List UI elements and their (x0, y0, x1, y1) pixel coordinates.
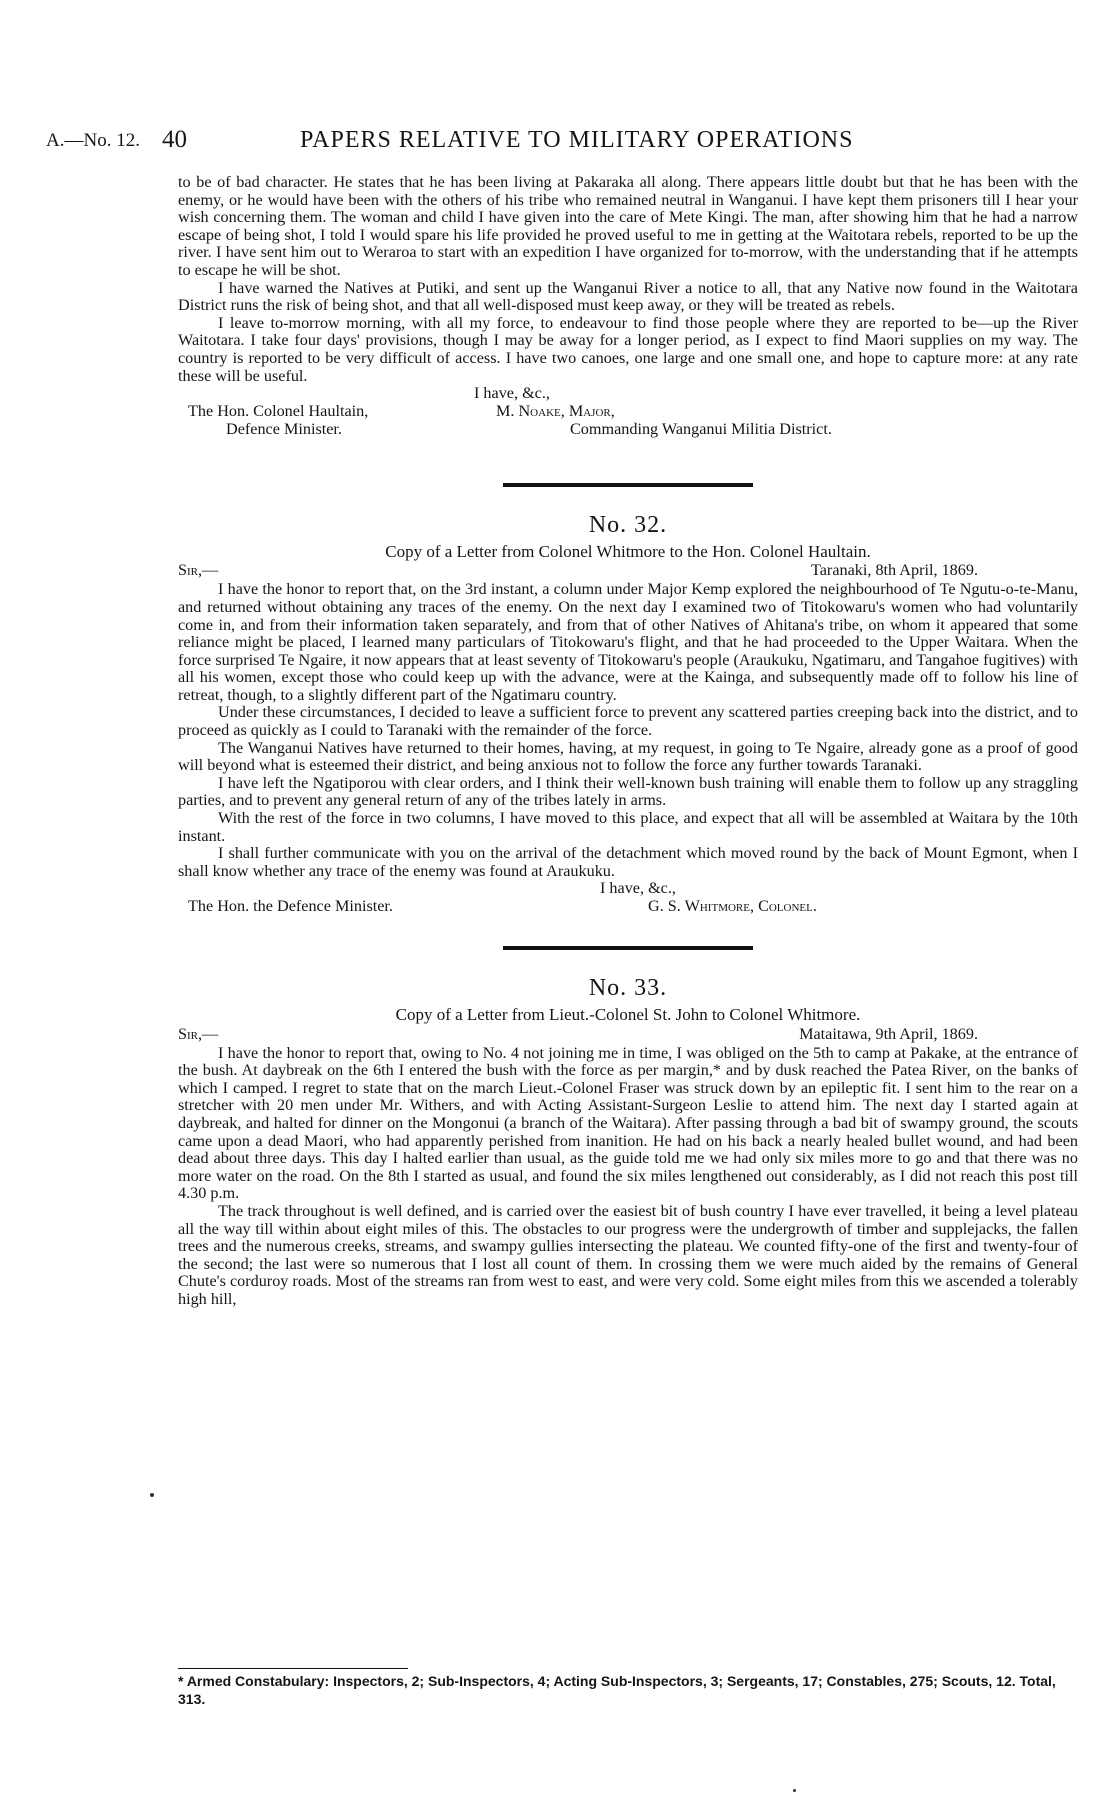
page-mark (793, 1789, 796, 1792)
signer: M. Noake, Major, (496, 402, 615, 421)
letter-31-continued (178, 174, 1078, 455)
signer-title: Commanding Wanganui Militia District. (570, 420, 832, 439)
salutation: Sir,— (178, 561, 219, 580)
section-divider (503, 483, 753, 487)
addressee: The Hon. the Defence Minister. (188, 897, 393, 916)
letter-number: No. 32. (588, 512, 668, 539)
page-number: 40 (162, 126, 187, 153)
paragraph: I have the honor to report that, on the 3rd instant, a column under Major Kemp explored the neighbourhood of Te Ngutu-o-te-Manu, and returned without obtaining any traces of the enemy. On the next day I examined two of Titokowaru's women who had voluntarily come in, and from their information taken separately, and from that of other Natives of Ahitana's tribe, on whom it appeared that some reliance might be placed, I learned many particulars of Titokowaru's flight, and that he had proceeded to the Upper Waitara. When the force surprised Te Ngaire, it now appears that at least seventy of Titokowaru's people (Araukuku, Ngatimaru, and Tangahoe fugitives) with all his women, except those who could keep up with the advance, were at the Kainga, and subsequently made off to follow his line of retreat, though, to a slightly different part of the Ngatimaru country. (178, 580, 1078, 704)
document-body (178, 174, 1078, 1309)
footnote-rule (178, 1668, 408, 1669)
dateline: Mataitawa, 9th April, 1869. (799, 1024, 978, 1043)
letter-caption: Copy of a Letter from Colonel Whitmore to the Hon. Colonel Haultain. (385, 541, 871, 561)
paragraph: With the rest of the force in two columns, I have moved to this place, and expect that all will be assembled at Waitara by the 10th instant. (178, 809, 1078, 845)
signer: G. S. Whitmore, Colonel. (648, 897, 817, 916)
signature-block (178, 385, 1078, 455)
addressee: The Hon. Colonel Haultain, (188, 402, 369, 421)
paragraph: I have warned the Natives at Putiki, and sent up the Wanganui River a notice to all, that any Native now found in the Waitotara District runs the risk of being shot, and that all well-disposed must keep away, or they will be treated as rebels. (178, 278, 1078, 315)
paragraph: I leave to-morrow morning, with all my force, to endeavour to find those people where they are reported to be—up the River Waitotara. I take four days' provisions, though I may be away for a longer period, as I expect to find Maori supplies on my way. The country is reported to be very difficult of access. I have two canoes, one large and one small one, and hope to capture more: at any rate these will be useful. (178, 313, 1078, 385)
letter-caption: Copy of a Letter from Lieut.-Colonel St. John to Colonel Whitmore. (395, 1005, 861, 1024)
section-divider (503, 946, 753, 950)
running-title: PAPERS RELATIVE TO MILITARY OPERATIONS (300, 127, 854, 153)
paragraph: I shall further communicate with you on the arrival of the detachment which moved round by the back of Mount Egmont, when I shall know whether any trace of the enemy was found at Araukuku. (178, 844, 1078, 880)
paragraph: Under these circumstances, I decided to leave a sufficient force to prevent any scattered parties creeping back into the district, and to proceed as quickly as I could to Taranaki with the remainder of the force. (178, 703, 1078, 740)
letter-32 (178, 512, 1078, 918)
salutation-line (178, 562, 1078, 581)
paragraph: The Wanganui Natives have returned to their homes, having, at my request, in going to Te Ngaire, already gone as a proof of good will beyond what is esteemed their district, and being anxious not to follow the force any further towards Taranaki. (178, 738, 1078, 775)
paragraph: I have the honor to report that, owing to No. 4 not joining me in time, I was obliged on the 5th to camp at Pakake, at the entrance of the bush. At daybreak on the 6th I entered the bush with the force as per margin,* and by dusk reached the Patea River, on the banks of which I camped. I regret to state that on the march Lieut.-Colonel Fraser was struck down by an epileptic fit. I sent him to the rear on a stretcher with 20 men under Mr. Withers, and with Acting Assistant-Surgeon Leslie to attend him. The next day I started again at daybreak, and halted for dinner on the Mongonui (a branch of the Waitara). After passing through a bad bit of swampy ground, the scouts came upon a dead Maori, who had apparently perished from inanition. He had on his back a nearly healed bullet wound, and had been dead about three days. This day I halted earlier than usual, as the guide told me we had only six miles more to go and that there was no more water on the road. On the 8th I started as usual, and found the six miles lengthened out considerably, as I did not reach this post till 4.30 p.m. (178, 1043, 1078, 1203)
paragraph: to be of bad character. He states that he has been living at Pakaraka all along. There appears little doubt but that he has been with the enemy, or he would have been with the others of his tribe who remained neutral in Wanganui. I have kept them prisoners till I hear your wish concerning them. The woman and child I have given into the care of Mete Kingi. The man, after showing him that he had a narrow escape of being shot, I told I would spare his life provided he proved useful to me in getting at the Waitotara rebels, reported to be up the river. I have sent him out to Weraroa to start with an expedition I have organized for to-morrow, with the understanding that if he attempts to escape he will be shot. (178, 173, 1078, 279)
document-reference: A.—No. 12. (46, 130, 140, 151)
footnote: * Armed Constabulary: Inspectors, 2; Sub-Inspectors, 4; Acting Sub-Inspectors, 3; Sergeants, 17; Constables, 275; Scouts, 12. Total, 313. (178, 1673, 1056, 1707)
paragraph: The track throughout is well defined, and is carried over the easiest bit of bush country I have ever travelled, it being a level plateau all the way till within about eight miles of this. The obstacles to our progress were the undergrowth of timber and supplejacks, the fallen trees and the numerous creeks, streams, and swampy gullies intersecting the plateau. We counted fifty-one of the first and twenty-four of the second; the last were so numerous that I lost all count of them. In crossing them we were much aided by the remains of General Chute's corduroy roads. Most of the streams ran from west to east, and were very cold. Some eight miles from this we ascended a tolerably high hill, (178, 1201, 1078, 1308)
page-header (0, 126, 1114, 160)
letter-33 (178, 975, 1078, 1308)
paragraph: I have left the Ngatiporou with clear orders, and I think their well-known bush training will enable them to follow up any straggling parties, and to prevent any general return of any of the tribes lately in arms. (178, 773, 1078, 810)
signature-block (178, 880, 1078, 918)
margin-mark (150, 1493, 154, 1497)
closing: I have, &c., (474, 384, 550, 403)
addressee-title: Defence Minister. (226, 420, 342, 439)
salutation-line (178, 1026, 1078, 1045)
salutation: Sir,— (178, 1024, 219, 1043)
dateline: Taranaki, 8th April, 1869. (810, 561, 978, 580)
closing: I have, &c., (600, 879, 676, 898)
letter-number: No. 33. (588, 975, 668, 1002)
